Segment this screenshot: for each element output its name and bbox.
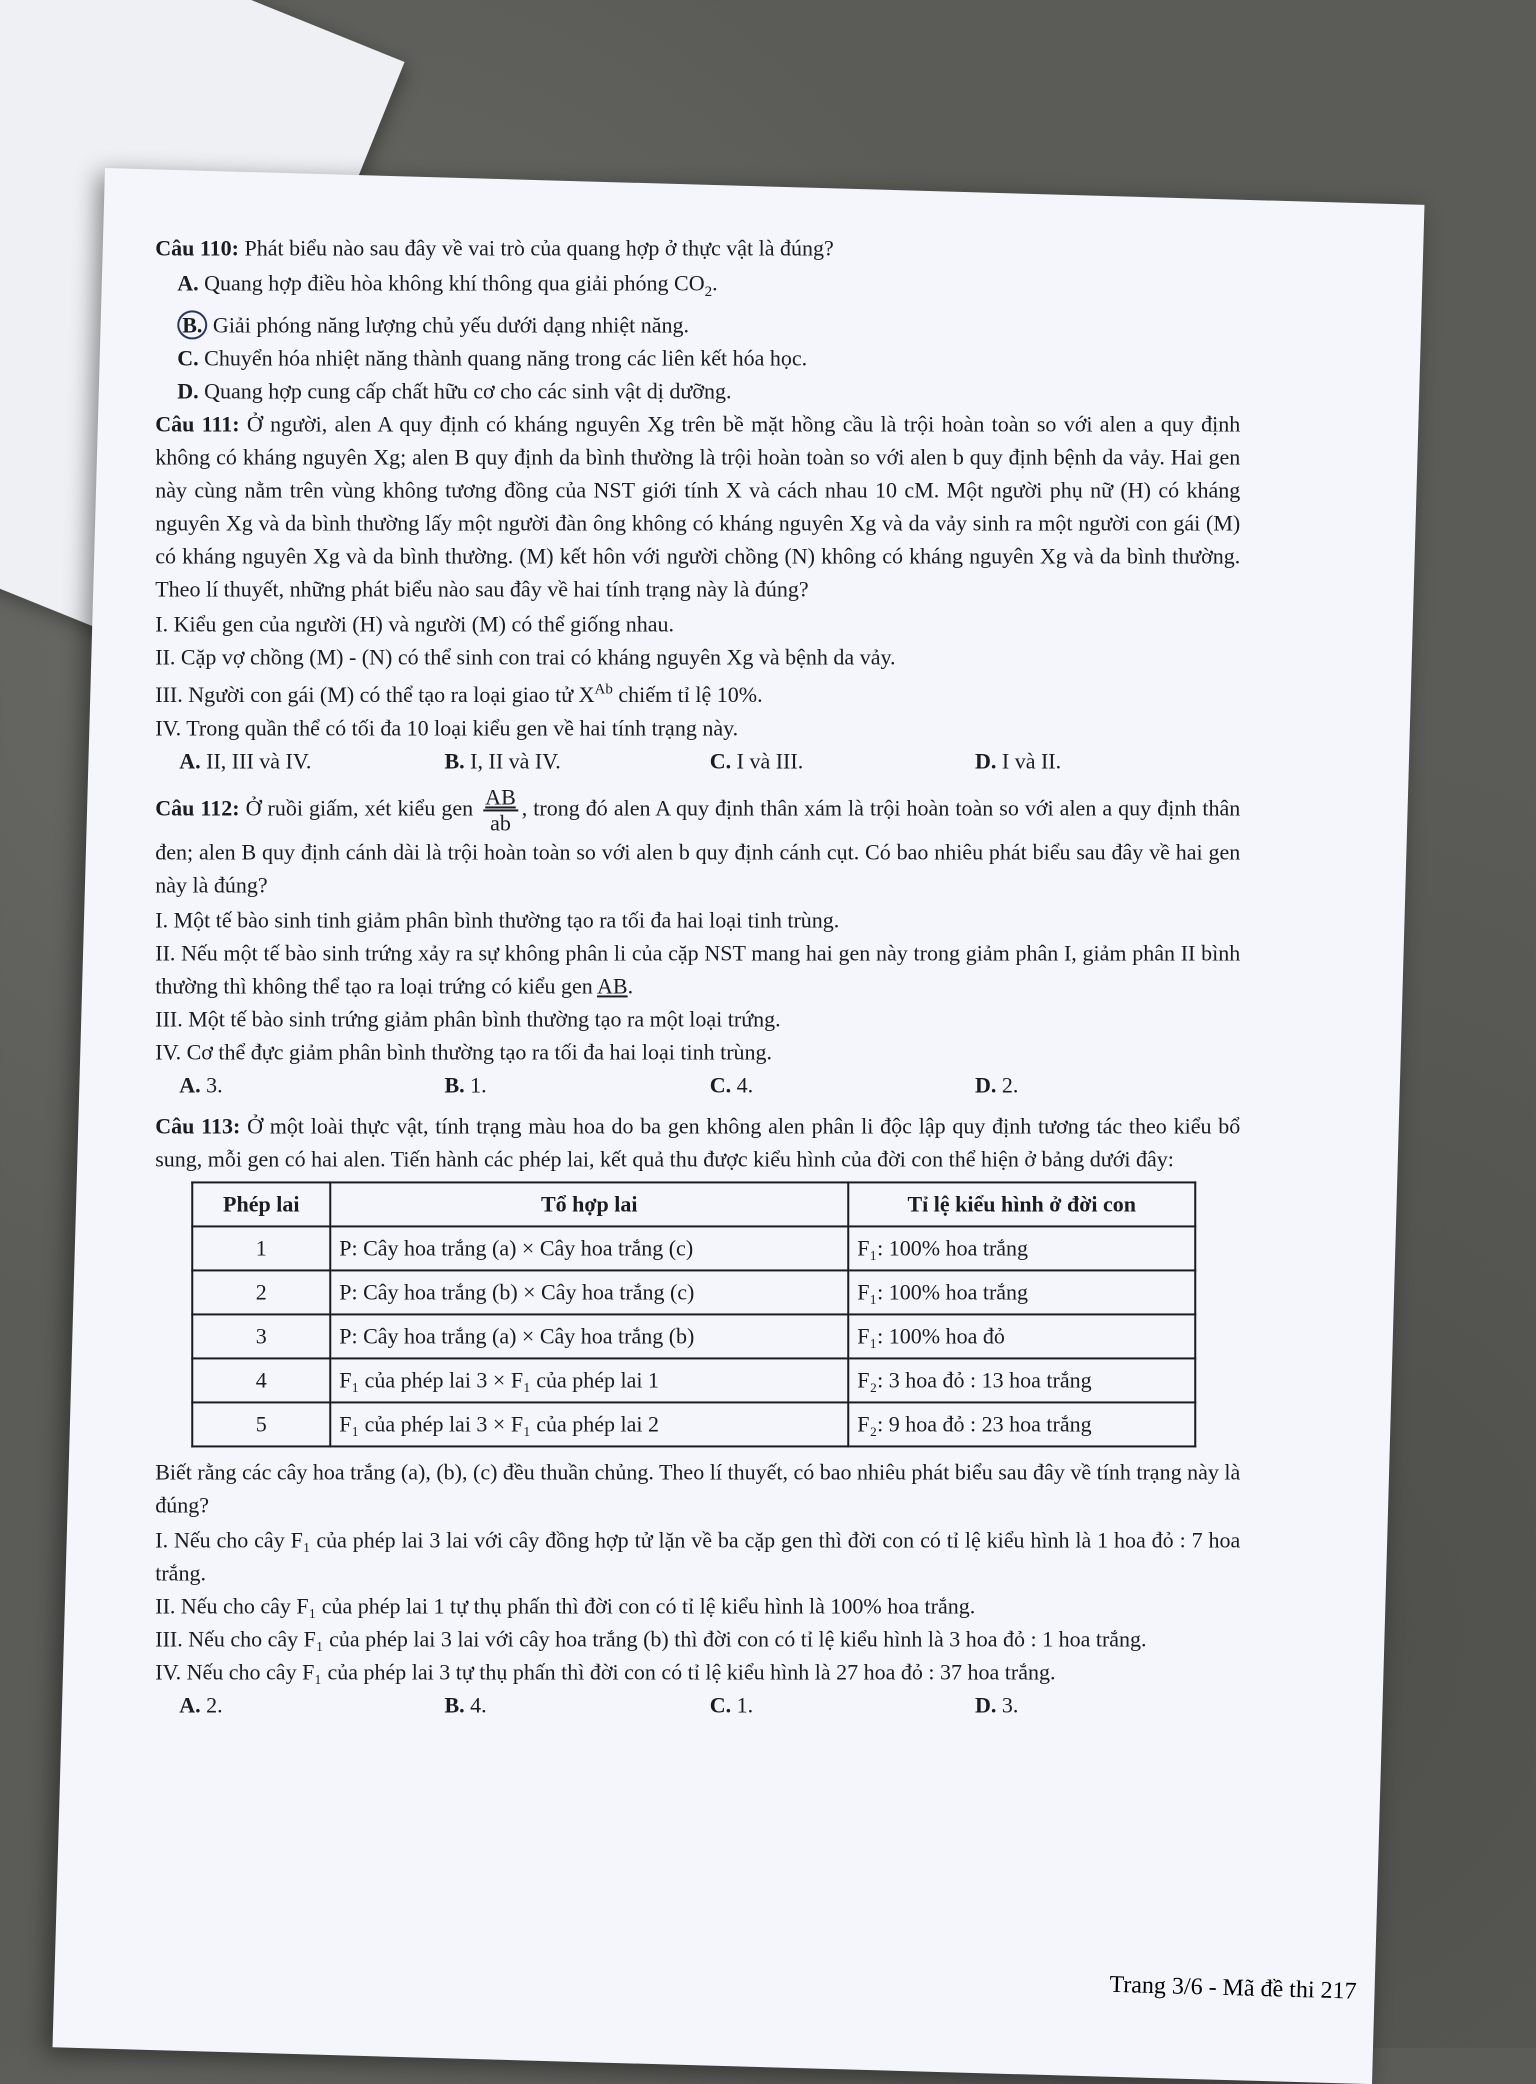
answer-choices [179, 1068, 1240, 1101]
choice-a: A. 3. [179, 1072, 223, 1098]
choice-d: D. I và II. [974, 748, 1062, 774]
answer-choices [179, 1688, 1240, 1721]
choice-b: B. 1. [444, 1072, 487, 1098]
choice-c: C. 4. [709, 1072, 754, 1098]
choice-c: C. 1. [709, 1692, 754, 1718]
statement-4: IV. Nếu cho cây F₁ của phép lai 3 tự thụ phấn thì đời con có tỉ lệ kiểu hình là 27 hoa đỏ : 37 hoa trắng. [155, 1659, 1056, 1685]
table-row: 2 P: Cây hoa trắng (b) × Cây hoa trắng (c) F₁: 100% hoa trắng [192, 1270, 1195, 1314]
question-number: Câu 110: [155, 235, 239, 261]
column-header: Tổ hợp lai [330, 1182, 848, 1226]
question-text: Ở người, alen A quy định có kháng nguyên Xg trên bề mặt hồng cầu là trội hoàn toàn so với alen a quy định không có kháng nguyên Xg; alen B quy định da bình thường là trội hoàn toàn so với alen b quy định bệnh da vảy. Hai gen này cùng nằm trên vùng không tương đồng của NST giới tính X và cách nhau 10 cM. Một người phụ nữ (H) có kháng nguyên Xg và da bình thường lấy một người đàn ông không có kháng nguyên Xg và da vảy sinh ra một người con gái (M) có kháng nguyên Xg và da bình thường. (M) kết hôn với người chồng (N) không có kháng nguyên Xg và da bình thường. Theo lí thuyết, những phát biểu nào sau đây về hai tính trạng này là đúng? [155, 411, 1241, 602]
statement-4: IV. Cơ thể đực giảm phân bình thường tạo ra tối đa hai loại tinh trùng. [155, 1039, 773, 1065]
option-a: A. Quang hợp điều hòa không khí thông qua giải phóng $CO_2$. [177, 270, 718, 300]
statement-3: III. Người con gái (M) có thể tạo ra loại giao tử $X^{Ab}$ chiếm tỉ lệ 10%. [155, 681, 763, 708]
table-row: 4 F₁ của phép lai 3 × F₁ của phép lai 1 F₂: 3 hoa đỏ : 13 hoa trắng [192, 1358, 1195, 1402]
column-header: Tỉ lệ kiểu hình ở đời con [848, 1182, 1195, 1226]
choice-d: D. 2. [974, 1072, 1019, 1098]
question-number: Câu 112: [155, 795, 240, 821]
statement-1: I. Kiểu gen của người (H) và người (M) có thể giống nhau. [155, 611, 675, 637]
choice-b: B. 4. [444, 1692, 487, 1718]
statement-4: IV. Trong quần thể có tối đa 10 loại kiểu gen về hai tính trạng này. [155, 715, 739, 741]
cross-results-table [191, 1181, 1196, 1447]
option-d: D. Quang hợp cung cấp chất hữu cơ cho các sinh vật dị dưỡng. [177, 378, 732, 404]
question-text: Phát biểu nào sau đây về vai trò của quang hợp ở thực vật là đúng? [244, 235, 834, 261]
statement-2: II. Nếu một tế bào sinh trứng xảy ra sự không phân li của cặp NST mang hai gen này trong giảm phân I, giảm phân II bình thường thì không thể tạo ra loại trứng có kiểu gen AB. [155, 940, 1241, 999]
question-text: Ở một loài thực vật, tính trạng màu hoa do ba gen không alen phân li độc lập quy định tương tác theo kiểu bổ sung, mỗi gen có hai alen. Tiến hành các phép lai, kết quả thu được kiểu hình của đời con thể hiện ở bảng dưới đây: [155, 1113, 1241, 1172]
exam-sheet [53, 168, 1425, 2084]
genotype-fraction: $\frac{AB}{ab}$ [485, 784, 516, 836]
choice-a: A. II, III và IV. [179, 748, 312, 774]
choice-b: B. I, II và IV. [444, 748, 561, 774]
statement-1: I. Một tế bào sinh tinh giảm phân bình thường tạo ra tối đa hai loại tinh trùng. [155, 907, 840, 933]
question-110 [155, 231, 1240, 407]
question-113 [155, 1109, 1240, 1721]
option-c: C. Chuyển hóa nhiệt năng thành quang năng trong các liên kết hóa học. [177, 345, 808, 371]
question-followup: Biết rằng các cây hoa trắng (a), (b), (c) đều thuần chủng. Theo lí thuyết, có bao nhiêu phát biểu sau đây về tính trạng này là đúng? [155, 1459, 1241, 1518]
table-row: 1 P: Cây hoa trắng (a) × Cây hoa trắng (c) F₁: 100% hoa trắng [192, 1226, 1195, 1270]
table-row: 3 P: Cây hoa trắng (a) × Cây hoa trắng (b) F₁: 100% hoa đỏ [192, 1314, 1195, 1358]
choice-c: C. I và III. [709, 748, 804, 774]
choice-a: A. 2. [179, 1692, 223, 1718]
choice-d: D. 3. [974, 1692, 1019, 1718]
answer-choices [179, 744, 1240, 777]
statement-3: III. Một tế bào sinh trứng giảm phân bình thường tạo ra một loại trứng. [155, 1006, 781, 1032]
statement-2: II. Nếu cho cây F₁ của phép lai 1 tự thụ phấn thì đời con có tỉ lệ kiểu hình là 100% hoa trắng. [155, 1593, 976, 1619]
question-111 [155, 408, 1240, 777]
table-row: 5 F₁ của phép lai 3 × F₁ của phép lai 2 F₂: 9 hoa đỏ : 23 hoa trắng [192, 1402, 1195, 1446]
question-number: Câu 113: [155, 1113, 241, 1139]
question-number: Câu 111: [155, 411, 240, 437]
statement-2: II. Cặp vợ chồng (M) - (N) có thể sinh con trai có kháng nguyên Xg và bệnh da vảy. [155, 644, 896, 670]
question-112: Câu 112: Ở ruồi giấm, xét kiểu gen $\frac{AB}{ab}$ , trong đó alen A quy định thân xám là trội hoàn toàn so với alen a quy định thân đen; alen B quy định cánh dài là trội hoàn toàn so với alen b quy định cánh cụt. Có bao nhiêu phát biểu sau đây về hai gen này là đúng? I. Một tế bào sinh tinh giảm phân bình thường tạo ra tối đa hai loại tinh trùng. II. Nếu một tế bào sinh trứng xảy ra sự không phân li của cặp NST mang hai gen này trong giảm phân I, giảm phân II bình thường thì không thể tạo ra loại trứng có kiểu gen AB. III. Một tế bào sinh trứng giảm phân bình thường tạo ra một loại trứng. IV. Cơ thể đực giảm phân bình thường tạo ra tối đa hai loại tinh trùng. A. 3. B. 1. C. 4. D. 2. [155, 785, 1240, 1101]
page-footer: Trang 3/6 - Mã đề thi 217 [1109, 1971, 1357, 2005]
column-header: Phép lai [192, 1182, 330, 1226]
statement-3: III. Nếu cho cây F₁ của phép lai 3 lai với cây hoa trắng (b) thì đời con có tỉ lệ kiểu hình là 3 hoa đỏ : 1 hoa trắng. [155, 1626, 1147, 1652]
exam-content [155, 231, 1240, 1729]
circled-answer-mark: B. [177, 311, 207, 340]
table-header-row [192, 1182, 1195, 1226]
option-b: B. Giải phóng năng lượng chủ yếu dưới dạng nhiệt năng. [177, 309, 1240, 342]
statement-1: I. Nếu cho cây F₁ của phép lai 3 lai với cây đồng hợp tử lặn về ba cặp gen thì đời con có tỉ lệ kiểu hình là 1 hoa đỏ : 7 hoa trắng. [155, 1527, 1241, 1586]
